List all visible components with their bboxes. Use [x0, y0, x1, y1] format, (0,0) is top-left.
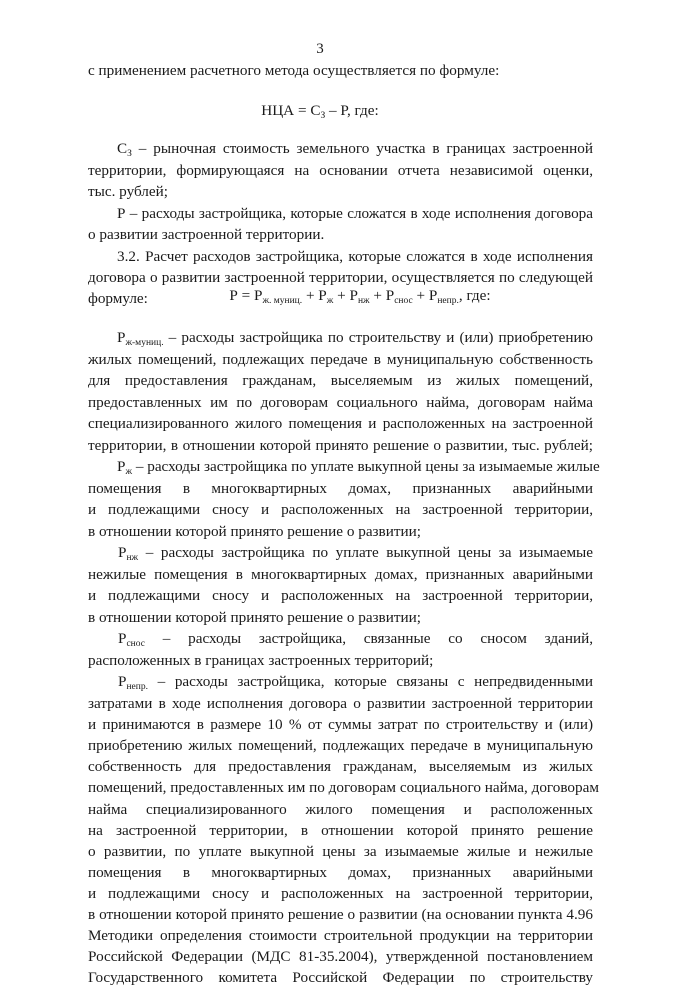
- def-c-line-3: тыс. рублей;: [88, 183, 168, 200]
- def-pnepr-line-14: Российской Федерации (МДС 81-35.2004), утвержденной постановлением: [88, 948, 593, 966]
- formula-p-sub-snos: снос: [394, 296, 413, 306]
- def-pnepr-line-11: и подлежащими сносу и расположенных на застроенной территории,: [88, 884, 593, 902]
- def-pzh-line-3: и подлежащими сносу и расположенных на застроенной территории,: [88, 501, 593, 518]
- def-c-line-1: [117, 138, 593, 163]
- def-pmun-line-3: для предоставления гражданам, выселяемым из жилых помещений,: [88, 372, 593, 389]
- def-pzh-sub: ж: [125, 467, 133, 477]
- def-pnepr-line-15: Государственного комитета Российской Федерации по строительству: [88, 969, 593, 987]
- formula-nca-rest: – Р, где:: [325, 102, 379, 119]
- formula-nca: [0, 100, 640, 125]
- def-pmun-line-1: [117, 327, 593, 352]
- def-c-text: – рыночная стоимость земельного участка в границах застроенной: [131, 140, 593, 157]
- def-pmun-line-6: территории, в отношении которой принято решение о развитии, тыс. рублей;: [88, 437, 593, 454]
- formula-p-plus-2: + Р: [333, 287, 358, 304]
- def-pnzh-sub: нж: [126, 553, 139, 563]
- page-number: 3: [316, 41, 324, 57]
- def-pnepr-line-1: [118, 671, 593, 696]
- def-pnepr-line-9: о развитии, по уплате выкупной цены за изымаемые жилые и нежилые: [88, 842, 593, 860]
- def-pnepr-line-6: помещений, предоставленных им по договорам социального найма, договорам: [88, 779, 599, 797]
- def-pnepr-line-13: Методики определения стоимости строительной продукции на территории: [88, 927, 593, 945]
- def-pzh-symbol: Р: [117, 458, 126, 475]
- def-pnepr-line-5: собственность для предоставления гражданам, выселяемым из жилых: [88, 758, 593, 776]
- def-pnepr-line-4: приобретению жилых помещений, подлежащих передаче в муниципальную: [88, 737, 593, 755]
- def-pmun-text: – расходы застройщика по строительству и (или) приобретению: [163, 329, 593, 346]
- def-pnzh-line-1: [118, 542, 593, 567]
- def-pnepr-line-3: и принимаются в размере 10 % от суммы затрат по строительству и (или): [88, 716, 593, 734]
- formula-p: [40, 285, 680, 310]
- def-pmun-line-2: жилых помещений, подлежащих передаче в муниципальную собственность: [88, 351, 593, 368]
- def-c-line-2: территории, формирующаяся на основании отчета независимой оценки,: [88, 162, 593, 179]
- formula-p-sub-zh: ж: [326, 296, 334, 306]
- def-pnepr-line-2: затратами в ходе исполнения договора о развитии застроенной территории: [88, 695, 593, 712]
- def-pnzh-line-3: и подлежащими сносу и расположенных на застроенной территории,: [88, 587, 593, 604]
- def-psnos-line-2: расположенных в границах застроенных территорий;: [88, 652, 434, 669]
- def-psnos-line-1: [118, 628, 593, 653]
- def-c-symbol: С: [117, 140, 128, 157]
- section-3-2-line-3: формуле:: [88, 290, 148, 307]
- def-psnos-symbol: Р: [118, 630, 127, 647]
- formula-p-plus-4: + Р: [412, 287, 438, 304]
- def-pmun-symbol: Р: [117, 329, 126, 346]
- def-p-line-1: Р – расходы застройщика, которые сложатся в ходе исполнения договора: [117, 205, 593, 222]
- def-c-sub: З: [127, 149, 132, 159]
- def-pmun-line-5: специализированного жилого помещения и расположенных на застроенной: [88, 415, 593, 432]
- def-pnepr-line-12: в отношении которой принято решение о развитии (на основании пункта 4.96: [88, 906, 593, 923]
- formula-p-sub-nepr: непр.: [437, 296, 459, 306]
- formula-nca-c: С: [310, 102, 321, 119]
- def-pnzh-line-4: в отношении которой принято решение о развитии;: [88, 609, 421, 626]
- def-pnepr-sub: непр.: [126, 682, 148, 692]
- formula-nca-eq: =: [294, 102, 311, 119]
- def-pzh-line-1: [117, 456, 600, 481]
- def-pnepr-text: – расходы застройщика, которые связаны с непредвиденными: [147, 673, 593, 690]
- formula-p-plus-1: + Р: [302, 287, 327, 304]
- def-pnepr-symbol: Р: [118, 673, 127, 690]
- def-pnzh-symbol: Р: [118, 544, 127, 561]
- def-pnepr-line-8: на застроенной территории, в отношении которой принято решение: [88, 821, 593, 839]
- def-pzh-text: – расходы застройщика по уплате выкупной цены за изымаемые жилые: [132, 458, 600, 475]
- def-psnos-text: – расходы застройщика, связанные со сносом зданий,: [144, 630, 593, 647]
- def-pnepr-line-10: помещения в многоквартирных домах, признанных аварийными: [88, 863, 593, 881]
- section-3-2-line-1: 3.2. Расчет расходов застройщика, которые сложатся в ходе исполнения: [117, 248, 593, 265]
- formula-p-start: Р = Р: [229, 287, 263, 304]
- formula-p-sub-nzh: нж: [357, 296, 370, 306]
- section-3-2-line-2: договора о развитии застроенной территории, осуществляется по следующей: [88, 269, 593, 286]
- formula-nca-c-sub: З: [320, 111, 326, 121]
- formula-nca-lhs: НЦА: [261, 102, 295, 119]
- def-pmun-line-4: предоставленных им по договорам социального найма, договорам найма: [88, 394, 593, 411]
- def-p-line-2: о развитии застроенной территории.: [88, 226, 325, 243]
- def-psnos-sub: снос: [126, 639, 145, 649]
- intro-line: с применением расчетного метода осуществляется по формуле:: [88, 62, 500, 79]
- formula-p-tail: , где:: [458, 287, 491, 304]
- def-pmun-sub: ж-муниц.: [125, 338, 164, 348]
- def-pzh-line-4: в отношении которой принято решение о развитии;: [88, 523, 421, 540]
- def-pzh-line-2: помещения в многоквартирных домах, признанных аварийными: [88, 480, 593, 497]
- def-pnzh-line-2: нежилые помещения в многоквартирных домах, признанных аварийными: [88, 566, 593, 583]
- def-pnzh-text: – расходы застройщика по уплате выкупной цены за изымаемые: [138, 544, 593, 561]
- def-pnepr-line-7: найма специализированного жилого помещения и расположенных: [88, 800, 593, 818]
- formula-p-plus-3: + Р: [369, 287, 395, 304]
- formula-p-sub-mun: ж. муниц.: [262, 296, 303, 306]
